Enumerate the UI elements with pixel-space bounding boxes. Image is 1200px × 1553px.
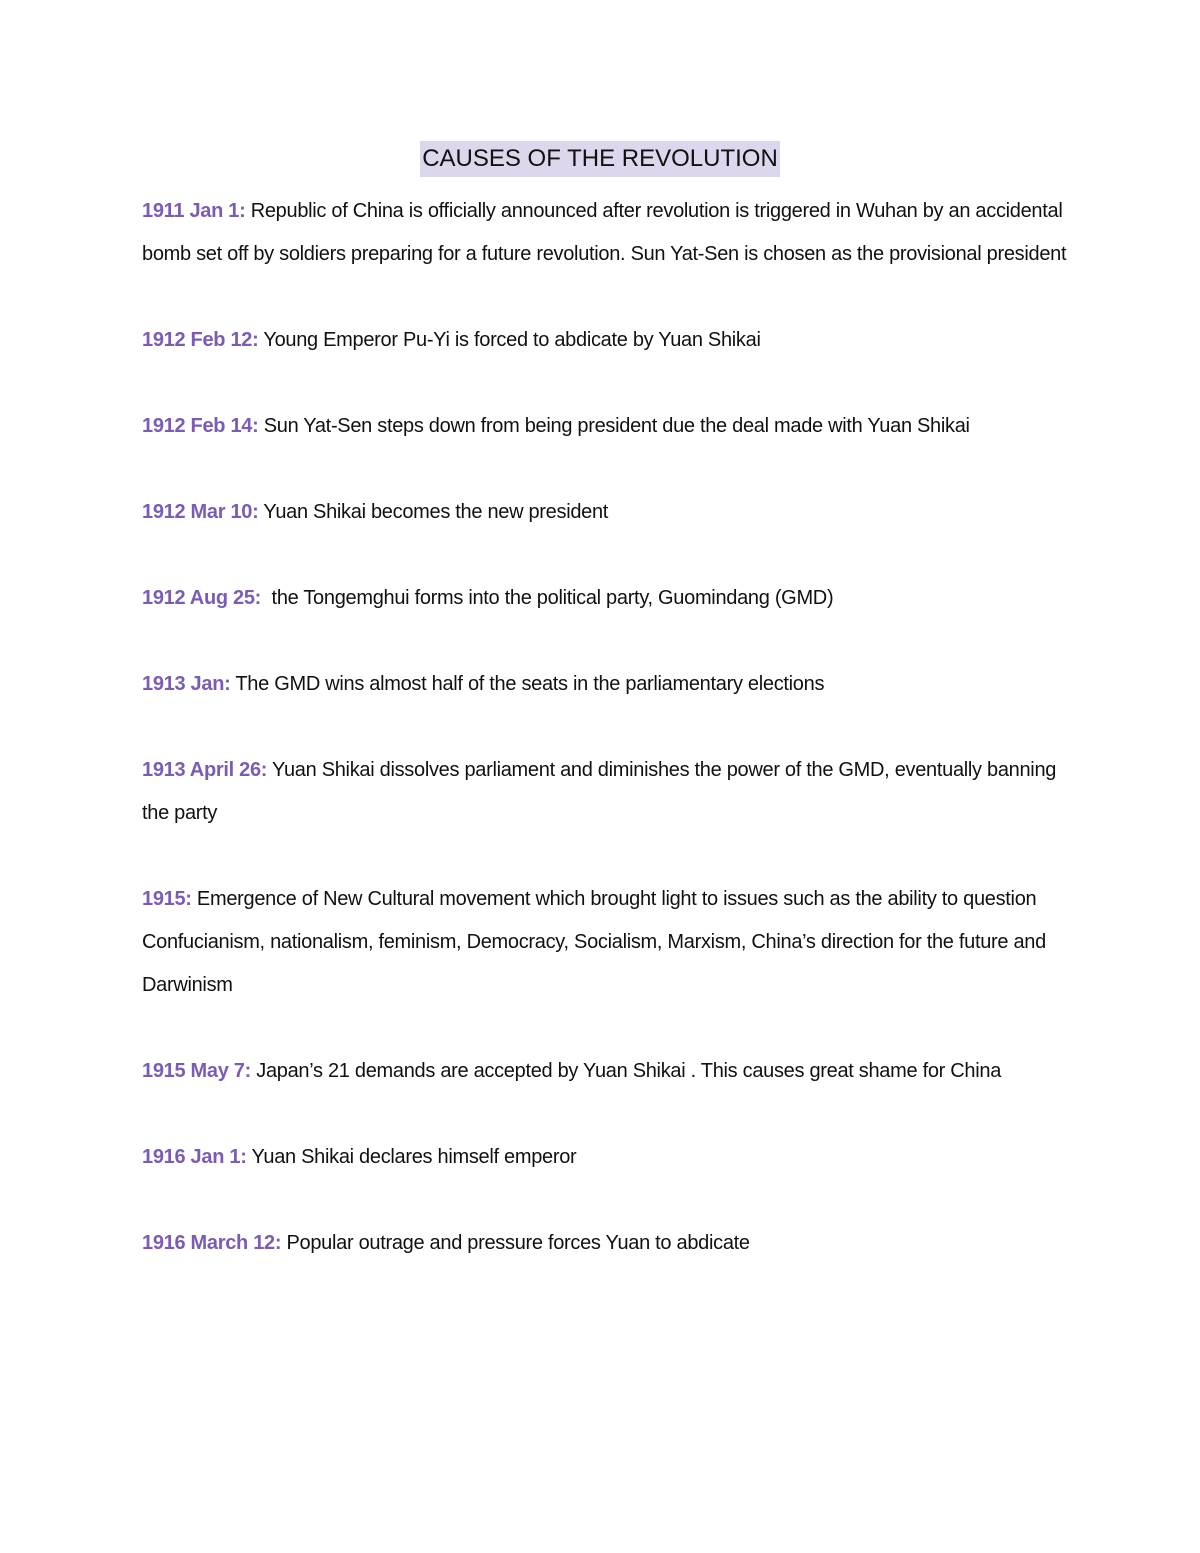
entry-text: The GMD wins almost half of the seats in the parliamentary elections bbox=[230, 673, 825, 695]
entry-text: Sun Yat-Sen steps down from being president due the deal made with Yuan Shikai bbox=[258, 415, 970, 437]
timeline-list bbox=[142, 190, 1072, 1308]
entry-date: 1912 Mar 10: bbox=[142, 501, 259, 523]
timeline-entry bbox=[142, 1222, 1072, 1265]
timeline-entry bbox=[142, 405, 1072, 448]
timeline-entry bbox=[142, 663, 1072, 706]
entry-date: 1916 March 12: bbox=[142, 1232, 282, 1254]
timeline-entry bbox=[142, 190, 1072, 276]
timeline-entry bbox=[142, 1050, 1072, 1093]
entry-date: 1913 Jan: bbox=[142, 673, 231, 695]
entry-date: 1912 Aug 25: bbox=[142, 587, 262, 609]
entry-date: 1913 April 26: bbox=[142, 759, 268, 781]
timeline-entry bbox=[142, 319, 1072, 362]
timeline-entry bbox=[142, 749, 1072, 835]
timeline-entry bbox=[142, 491, 1072, 534]
document-title: CAUSES OF THE REVOLUTION bbox=[420, 141, 780, 177]
entry-date: 1915 May 7: bbox=[142, 1060, 251, 1082]
entry-text: Republic of China is officially announced after revolution is triggered in Wuhan by an accidental bomb set off by soldiers preparing for a future revolution. Sun Yat-Sen is chosen as the provisional president bbox=[142, 200, 1067, 265]
entry-text: Yuan Shikai declares himself emperor bbox=[246, 1146, 577, 1168]
entry-text: Emergence of New Cultural movement which brought light to issues such as the ability to question Confucianism, nationalism, feminism, Democracy, Socialism, Marxism, China’s direction for the future and Darwinism bbox=[142, 888, 1046, 996]
entry-text: Popular outrage and pressure forces Yuan to abdicate bbox=[281, 1232, 750, 1254]
entry-text: Yuan Shikai becomes the new president bbox=[258, 501, 609, 523]
entry-date: 1911 Jan 1: bbox=[142, 200, 246, 222]
title-container bbox=[0, 141, 1200, 177]
entry-text: the Tongemghui forms into the political party, Guomindang (GMD) bbox=[261, 587, 834, 609]
entry-text: Young Emperor Pu-Yi is forced to abdicate by Yuan Shikai bbox=[258, 329, 761, 351]
timeline-entry bbox=[142, 1136, 1072, 1179]
timeline-entry bbox=[142, 878, 1072, 1007]
entry-text: Yuan Shikai dissolves parliament and diminishes the power of the GMD, eventually banning the party bbox=[142, 759, 1057, 824]
entry-text: Japan’s 21 demands are accepted by Yuan Shikai . This causes great shame for China bbox=[251, 1060, 1002, 1082]
entry-date: 1912 Feb 14: bbox=[142, 415, 259, 437]
entry-date: 1916 Jan 1: bbox=[142, 1146, 247, 1168]
timeline-entry bbox=[142, 577, 1072, 620]
entry-date: 1912 Feb 12: bbox=[142, 329, 259, 351]
entry-date: 1915: bbox=[142, 888, 192, 910]
